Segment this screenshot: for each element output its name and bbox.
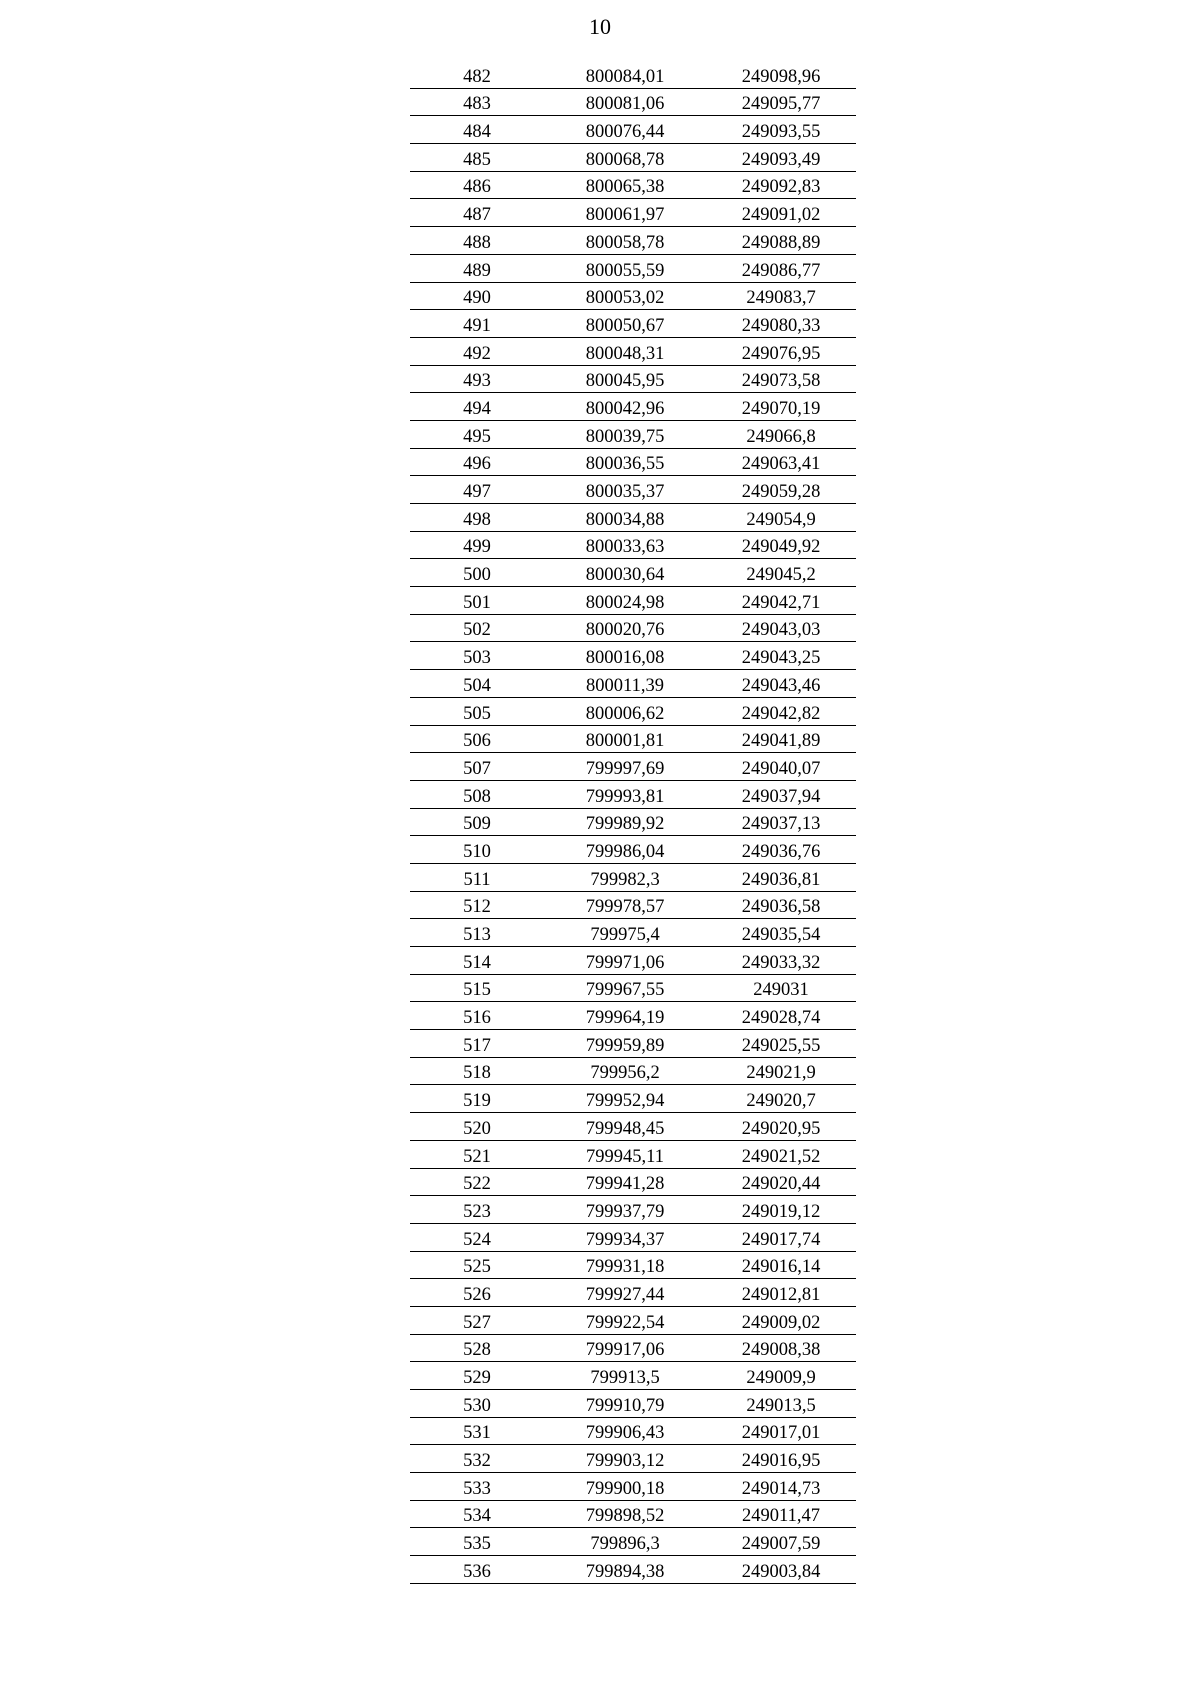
table-row	[410, 144, 856, 172]
x-coordinate-cell: 799927,44	[544, 1279, 706, 1307]
point-number-cell: 514	[410, 947, 544, 975]
x-coordinate-cell: 800034,88	[544, 504, 706, 532]
x-coordinate-cell: 799978,57	[544, 891, 706, 919]
y-coordinate-cell: 249095,77	[706, 88, 856, 116]
point-number-cell: 487	[410, 199, 544, 227]
table-row	[410, 1002, 856, 1030]
point-number-cell: 485	[410, 144, 544, 172]
point-number-cell: 495	[410, 420, 544, 448]
x-coordinate-cell: 800053,02	[544, 282, 706, 310]
y-coordinate-cell: 249045,2	[706, 559, 856, 587]
point-number-cell: 483	[410, 88, 544, 116]
y-coordinate-cell: 249063,41	[706, 448, 856, 476]
x-coordinate-cell: 799945,11	[544, 1140, 706, 1168]
table-row	[410, 1417, 856, 1445]
table-row	[410, 808, 856, 836]
point-number-cell: 489	[410, 254, 544, 282]
x-coordinate-cell: 800016,08	[544, 642, 706, 670]
table-row	[410, 1140, 856, 1168]
x-coordinate-cell: 800048,31	[544, 337, 706, 365]
table-row	[410, 670, 856, 698]
y-coordinate-cell: 249011,47	[706, 1500, 856, 1528]
y-coordinate-cell: 249040,07	[706, 753, 856, 781]
table-row	[410, 1113, 856, 1141]
y-coordinate-cell: 249009,02	[706, 1306, 856, 1334]
point-number-cell: 500	[410, 559, 544, 587]
table-row	[410, 1030, 856, 1058]
table-row	[410, 1223, 856, 1251]
x-coordinate-cell: 799906,43	[544, 1417, 706, 1445]
table-row	[410, 1528, 856, 1556]
x-coordinate-cell: 799896,3	[544, 1528, 706, 1556]
table-row	[410, 1168, 856, 1196]
point-number-cell: 526	[410, 1279, 544, 1307]
table-row	[410, 780, 856, 808]
point-number-cell: 531	[410, 1417, 544, 1445]
point-number-cell: 523	[410, 1196, 544, 1224]
point-number-cell: 511	[410, 863, 544, 891]
point-number-cell: 524	[410, 1223, 544, 1251]
point-number-cell: 497	[410, 476, 544, 504]
y-coordinate-cell: 249043,46	[706, 670, 856, 698]
x-coordinate-cell: 800081,06	[544, 88, 706, 116]
point-number-cell: 533	[410, 1473, 544, 1501]
x-coordinate-cell: 799997,69	[544, 753, 706, 781]
x-coordinate-cell: 799941,28	[544, 1168, 706, 1196]
y-coordinate-cell: 249043,25	[706, 642, 856, 670]
x-coordinate-cell: 800055,59	[544, 254, 706, 282]
x-coordinate-cell: 800065,38	[544, 171, 706, 199]
table-row	[410, 1445, 856, 1473]
point-number-cell: 501	[410, 587, 544, 615]
x-coordinate-cell: 799903,12	[544, 1445, 706, 1473]
y-coordinate-cell: 249042,71	[706, 587, 856, 615]
point-number-cell: 512	[410, 891, 544, 919]
point-number-cell: 505	[410, 697, 544, 725]
y-coordinate-cell: 249036,81	[706, 863, 856, 891]
table-row	[410, 559, 856, 587]
table-row	[410, 919, 856, 947]
table-row	[410, 476, 856, 504]
x-coordinate-cell: 799993,81	[544, 780, 706, 808]
y-coordinate-cell: 249093,55	[706, 116, 856, 144]
table-row	[410, 947, 856, 975]
table-row	[410, 61, 856, 88]
x-coordinate-cell: 800039,75	[544, 420, 706, 448]
x-coordinate-cell: 799931,18	[544, 1251, 706, 1279]
point-number-cell: 522	[410, 1168, 544, 1196]
table-row	[410, 337, 856, 365]
x-coordinate-cell: 799922,54	[544, 1306, 706, 1334]
y-coordinate-cell: 249008,38	[706, 1334, 856, 1362]
y-coordinate-cell: 249016,14	[706, 1251, 856, 1279]
x-coordinate-cell: 800006,62	[544, 697, 706, 725]
point-number-cell: 499	[410, 531, 544, 559]
y-coordinate-cell: 249093,49	[706, 144, 856, 172]
x-coordinate-cell: 800068,78	[544, 144, 706, 172]
table-row	[410, 1390, 856, 1418]
point-number-cell: 502	[410, 614, 544, 642]
point-number-cell: 520	[410, 1113, 544, 1141]
y-coordinate-cell: 249098,96	[706, 61, 856, 88]
y-coordinate-cell: 249036,76	[706, 836, 856, 864]
point-number-cell: 503	[410, 642, 544, 670]
x-coordinate-cell: 799956,2	[544, 1057, 706, 1085]
point-number-cell: 490	[410, 282, 544, 310]
y-coordinate-cell: 249086,77	[706, 254, 856, 282]
x-coordinate-cell: 800011,39	[544, 670, 706, 698]
table-row	[410, 642, 856, 670]
x-coordinate-cell: 799937,79	[544, 1196, 706, 1224]
table-row	[410, 1556, 856, 1584]
x-coordinate-cell: 799900,18	[544, 1473, 706, 1501]
x-coordinate-cell: 799898,52	[544, 1500, 706, 1528]
y-coordinate-cell: 249059,28	[706, 476, 856, 504]
point-number-cell: 515	[410, 974, 544, 1002]
x-coordinate-cell: 800020,76	[544, 614, 706, 642]
point-number-cell: 529	[410, 1362, 544, 1390]
y-coordinate-cell: 249036,58	[706, 891, 856, 919]
point-number-cell: 517	[410, 1030, 544, 1058]
y-coordinate-cell: 249021,9	[706, 1057, 856, 1085]
point-number-cell: 507	[410, 753, 544, 781]
point-number-cell: 482	[410, 61, 544, 88]
table-row	[410, 1057, 856, 1085]
y-coordinate-cell: 249041,89	[706, 725, 856, 753]
point-number-cell: 504	[410, 670, 544, 698]
y-coordinate-cell: 249031	[706, 974, 856, 1002]
point-number-cell: 513	[410, 919, 544, 947]
table-row	[410, 171, 856, 199]
table-row	[410, 697, 856, 725]
x-coordinate-cell: 800042,96	[544, 393, 706, 421]
table-row	[410, 282, 856, 310]
x-coordinate-cell: 800050,67	[544, 310, 706, 338]
x-coordinate-cell: 800035,37	[544, 476, 706, 504]
coordinates-table	[410, 61, 856, 1584]
x-coordinate-cell: 800061,97	[544, 199, 706, 227]
table-row	[410, 1251, 856, 1279]
y-coordinate-cell: 249035,54	[706, 919, 856, 947]
y-coordinate-cell: 249020,44	[706, 1168, 856, 1196]
y-coordinate-cell: 249042,82	[706, 697, 856, 725]
x-coordinate-cell: 800045,95	[544, 365, 706, 393]
y-coordinate-cell: 249054,9	[706, 504, 856, 532]
point-number-cell: 532	[410, 1445, 544, 1473]
table-row	[410, 448, 856, 476]
y-coordinate-cell: 249016,95	[706, 1445, 856, 1473]
table-row	[410, 254, 856, 282]
table-row	[410, 725, 856, 753]
table-row	[410, 1500, 856, 1528]
coordinates-table-body	[410, 61, 856, 1583]
point-number-cell: 508	[410, 780, 544, 808]
y-coordinate-cell: 249017,01	[706, 1417, 856, 1445]
x-coordinate-cell: 800036,55	[544, 448, 706, 476]
table-row	[410, 504, 856, 532]
point-number-cell: 493	[410, 365, 544, 393]
y-coordinate-cell: 249028,74	[706, 1002, 856, 1030]
y-coordinate-cell: 249083,7	[706, 282, 856, 310]
table-row	[410, 365, 856, 393]
table-row	[410, 227, 856, 255]
x-coordinate-cell: 800084,01	[544, 61, 706, 88]
point-number-cell: 484	[410, 116, 544, 144]
point-number-cell: 527	[410, 1306, 544, 1334]
point-number-cell: 516	[410, 1002, 544, 1030]
x-coordinate-cell: 800001,81	[544, 725, 706, 753]
x-coordinate-cell: 799989,92	[544, 808, 706, 836]
y-coordinate-cell: 249019,12	[706, 1196, 856, 1224]
y-coordinate-cell: 249088,89	[706, 227, 856, 255]
y-coordinate-cell: 249020,95	[706, 1113, 856, 1141]
x-coordinate-cell: 800033,63	[544, 531, 706, 559]
y-coordinate-cell: 249070,19	[706, 393, 856, 421]
point-number-cell: 491	[410, 310, 544, 338]
table-row	[410, 88, 856, 116]
y-coordinate-cell: 249003,84	[706, 1556, 856, 1584]
table-row	[410, 974, 856, 1002]
y-coordinate-cell: 249043,03	[706, 614, 856, 642]
x-coordinate-cell: 799894,38	[544, 1556, 706, 1584]
y-coordinate-cell: 249073,58	[706, 365, 856, 393]
y-coordinate-cell: 249009,9	[706, 1362, 856, 1390]
table-row	[410, 587, 856, 615]
table-row	[410, 1306, 856, 1334]
table-row	[410, 1085, 856, 1113]
x-coordinate-cell: 799975,4	[544, 919, 706, 947]
x-coordinate-cell: 799986,04	[544, 836, 706, 864]
x-coordinate-cell: 799959,89	[544, 1030, 706, 1058]
y-coordinate-cell: 249066,8	[706, 420, 856, 448]
x-coordinate-cell: 799964,19	[544, 1002, 706, 1030]
x-coordinate-cell: 799948,45	[544, 1113, 706, 1141]
x-coordinate-cell: 800058,78	[544, 227, 706, 255]
table-row	[410, 1473, 856, 1501]
page-number: 10	[589, 14, 611, 39]
point-number-cell: 519	[410, 1085, 544, 1113]
table-row	[410, 420, 856, 448]
x-coordinate-cell: 799952,94	[544, 1085, 706, 1113]
x-coordinate-cell: 799982,3	[544, 863, 706, 891]
x-coordinate-cell: 800076,44	[544, 116, 706, 144]
point-number-cell: 528	[410, 1334, 544, 1362]
point-number-cell: 494	[410, 393, 544, 421]
table-row	[410, 1196, 856, 1224]
point-number-cell: 518	[410, 1057, 544, 1085]
table-row	[410, 836, 856, 864]
y-coordinate-cell: 249080,33	[706, 310, 856, 338]
table-row	[410, 614, 856, 642]
y-coordinate-cell: 249017,74	[706, 1223, 856, 1251]
point-number-cell: 536	[410, 1556, 544, 1584]
point-number-cell: 496	[410, 448, 544, 476]
y-coordinate-cell: 249013,5	[706, 1390, 856, 1418]
point-number-cell: 510	[410, 836, 544, 864]
table-row	[410, 310, 856, 338]
x-coordinate-cell: 800030,64	[544, 559, 706, 587]
point-number-cell: 498	[410, 504, 544, 532]
x-coordinate-cell: 799910,79	[544, 1390, 706, 1418]
table-row	[410, 1334, 856, 1362]
point-number-cell: 525	[410, 1251, 544, 1279]
point-number-cell: 509	[410, 808, 544, 836]
y-coordinate-cell: 249037,13	[706, 808, 856, 836]
table-row	[410, 1279, 856, 1307]
y-coordinate-cell: 249014,73	[706, 1473, 856, 1501]
table-row	[410, 393, 856, 421]
x-coordinate-cell: 799913,5	[544, 1362, 706, 1390]
x-coordinate-cell: 799971,06	[544, 947, 706, 975]
x-coordinate-cell: 800024,98	[544, 587, 706, 615]
y-coordinate-cell: 249076,95	[706, 337, 856, 365]
table-row	[410, 199, 856, 227]
y-coordinate-cell: 249012,81	[706, 1279, 856, 1307]
point-number-cell: 535	[410, 1528, 544, 1556]
point-number-cell: 534	[410, 1500, 544, 1528]
point-number-cell: 486	[410, 171, 544, 199]
table-row	[410, 531, 856, 559]
y-coordinate-cell: 249092,83	[706, 171, 856, 199]
point-number-cell: 492	[410, 337, 544, 365]
table-row	[410, 1362, 856, 1390]
point-number-cell: 506	[410, 725, 544, 753]
point-number-cell: 530	[410, 1390, 544, 1418]
x-coordinate-cell: 799917,06	[544, 1334, 706, 1362]
x-coordinate-cell: 799967,55	[544, 974, 706, 1002]
table-row	[410, 116, 856, 144]
y-coordinate-cell: 249025,55	[706, 1030, 856, 1058]
y-coordinate-cell: 249007,59	[706, 1528, 856, 1556]
y-coordinate-cell: 249049,92	[706, 531, 856, 559]
table-row	[410, 863, 856, 891]
y-coordinate-cell: 249020,7	[706, 1085, 856, 1113]
y-coordinate-cell: 249033,32	[706, 947, 856, 975]
point-number-cell: 521	[410, 1140, 544, 1168]
x-coordinate-cell: 799934,37	[544, 1223, 706, 1251]
y-coordinate-cell: 249037,94	[706, 780, 856, 808]
y-coordinate-cell: 249091,02	[706, 199, 856, 227]
table-row	[410, 753, 856, 781]
point-number-cell: 488	[410, 227, 544, 255]
y-coordinate-cell: 249021,52	[706, 1140, 856, 1168]
table-row	[410, 891, 856, 919]
